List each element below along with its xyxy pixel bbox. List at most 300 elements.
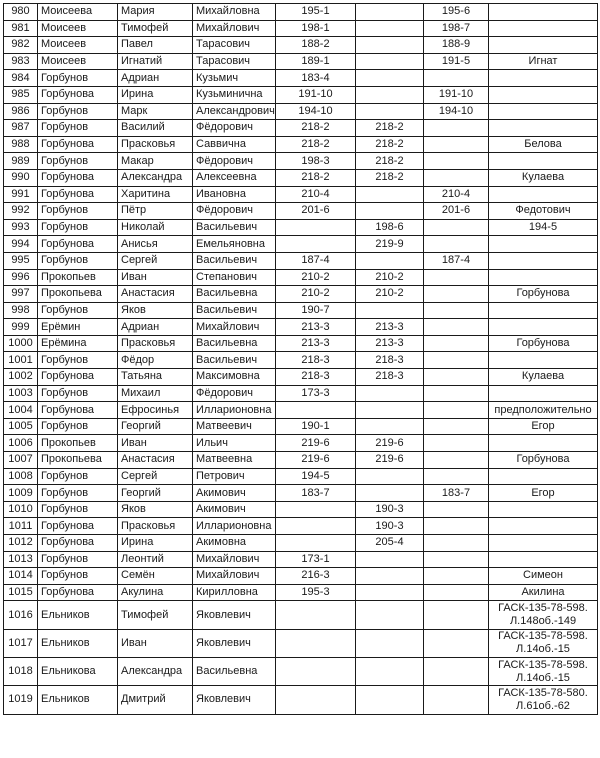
given-name-cell: Прасковья xyxy=(118,335,193,352)
record-ref-2-cell xyxy=(356,468,424,485)
patronymic-cell: Яковлевич xyxy=(193,686,276,714)
given-name-cell: Анастасия xyxy=(118,452,193,469)
table-row xyxy=(4,53,598,70)
given-name-cell: Прасковья xyxy=(118,136,193,153)
note-cell: Горбунова xyxy=(489,286,598,303)
record-ref-3-cell xyxy=(424,452,489,469)
surname-cell: Горбунова xyxy=(38,86,118,103)
given-name-cell: Иван xyxy=(118,629,193,657)
record-number: 1014 xyxy=(4,568,38,585)
record-ref-1-cell: 190-7 xyxy=(276,302,356,319)
record-ref-3-cell xyxy=(424,136,489,153)
record-ref-3-cell xyxy=(424,468,489,485)
note-cell xyxy=(489,252,598,269)
note-cell: Кулаева xyxy=(489,369,598,386)
surname-cell: Горбунова xyxy=(38,584,118,601)
record-ref-1-cell xyxy=(276,236,356,253)
surname-cell: Горбунова xyxy=(38,535,118,552)
given-name-cell: Александра xyxy=(118,169,193,186)
surname-cell: Горбунов xyxy=(38,120,118,137)
surname-cell: Горбунова xyxy=(38,402,118,419)
table-row xyxy=(4,385,598,402)
given-name-cell: Адриан xyxy=(118,70,193,87)
record-ref-3-cell xyxy=(424,601,489,629)
given-name-cell: Харитина xyxy=(118,186,193,203)
given-name-cell: Георгий xyxy=(118,418,193,435)
record-ref-1-cell: 191-10 xyxy=(276,86,356,103)
surname-cell: Моисеев xyxy=(38,37,118,54)
note-cell xyxy=(489,551,598,568)
genealogy-register-table xyxy=(3,3,598,715)
given-name-cell: Ирина xyxy=(118,86,193,103)
note-cell xyxy=(489,4,598,21)
table-row xyxy=(4,186,598,203)
record-ref-2-cell: 190-3 xyxy=(356,518,424,535)
given-name-cell: Иван xyxy=(118,435,193,452)
surname-cell: Горбунов xyxy=(38,352,118,369)
note-cell xyxy=(489,468,598,485)
record-ref-2-cell xyxy=(356,402,424,419)
record-ref-2-cell xyxy=(356,252,424,269)
record-number: 1004 xyxy=(4,402,38,419)
surname-cell: Горбунов xyxy=(38,153,118,170)
table-row xyxy=(4,269,598,286)
record-ref-1-cell: 198-1 xyxy=(276,20,356,37)
record-ref-3-cell: 191-5 xyxy=(424,53,489,70)
surname-cell: Ельников xyxy=(38,686,118,714)
table-row xyxy=(4,37,598,54)
record-ref-3-cell xyxy=(424,385,489,402)
surname-cell: Горбунов xyxy=(38,418,118,435)
table-row xyxy=(4,236,598,253)
record-number: 983 xyxy=(4,53,38,70)
record-ref-2-cell xyxy=(356,584,424,601)
archive-source-ref: ГАСК-135-78-598. xyxy=(498,658,588,671)
patronymic-cell: Тарасович xyxy=(193,37,276,54)
record-number: 994 xyxy=(4,236,38,253)
record-ref-2-cell xyxy=(356,568,424,585)
patronymic-cell: Васильевна xyxy=(193,286,276,303)
record-ref-3-cell xyxy=(424,629,489,657)
archive-source-ref: ГАСК-135-78-580. xyxy=(498,686,588,699)
table-row xyxy=(4,120,598,137)
patronymic-cell: Васильевич xyxy=(193,219,276,236)
record-ref-3-cell xyxy=(424,219,489,236)
record-number: 993 xyxy=(4,219,38,236)
record-ref-1-cell: 218-3 xyxy=(276,369,356,386)
surname-cell: Горбунов xyxy=(38,501,118,518)
archive-sheet-ref: Л.61об.-62 xyxy=(516,699,570,712)
surname-cell: Горбунов xyxy=(38,203,118,220)
record-number: 1006 xyxy=(4,435,38,452)
surname-cell: Прокопьев xyxy=(38,269,118,286)
record-ref-2-cell xyxy=(356,485,424,502)
surname-cell: Горбунов xyxy=(38,252,118,269)
surname-cell: Ельникова xyxy=(38,657,118,685)
given-name-cell: Яков xyxy=(118,501,193,518)
patronymic-cell: Матвеевна xyxy=(193,452,276,469)
note-cell: Симеон xyxy=(489,568,598,585)
record-ref-2-cell: 219-6 xyxy=(356,435,424,452)
record-number: 981 xyxy=(4,20,38,37)
patronymic-cell: Акимович xyxy=(193,485,276,502)
table-row xyxy=(4,418,598,435)
record-ref-3-cell xyxy=(424,369,489,386)
table-row xyxy=(4,435,598,452)
given-name-cell: Макар xyxy=(118,153,193,170)
archive-source-ref: ГАСК-135-78-598. xyxy=(498,630,588,643)
given-name-cell: Георгий xyxy=(118,485,193,502)
record-ref-3-cell: 191-10 xyxy=(424,86,489,103)
record-ref-3-cell xyxy=(424,352,489,369)
record-ref-3-cell xyxy=(424,153,489,170)
given-name-cell: Семён xyxy=(118,568,193,585)
patronymic-cell: Яковлевич xyxy=(193,601,276,629)
given-name-cell: Тимофей xyxy=(118,601,193,629)
record-ref-3-cell: 201-6 xyxy=(424,203,489,220)
record-ref-3-cell: 198-7 xyxy=(424,20,489,37)
surname-cell: Горбунов xyxy=(38,485,118,502)
surname-cell: Горбунова xyxy=(38,186,118,203)
note-cell xyxy=(489,501,598,518)
surname-cell: Моисеева xyxy=(38,4,118,21)
record-ref-1-cell: 183-7 xyxy=(276,485,356,502)
table-row xyxy=(4,70,598,87)
record-number: 998 xyxy=(4,302,38,319)
record-ref-2-cell xyxy=(356,186,424,203)
patronymic-cell: Александрович xyxy=(193,103,276,120)
record-ref-1-cell: 218-2 xyxy=(276,136,356,153)
note-cell xyxy=(489,37,598,54)
record-ref-2-cell: 210-2 xyxy=(356,269,424,286)
record-ref-3-cell xyxy=(424,236,489,253)
record-ref-2-cell xyxy=(356,4,424,21)
patronymic-cell: Михайлович xyxy=(193,568,276,585)
record-ref-2-cell: 190-3 xyxy=(356,501,424,518)
record-ref-3-cell xyxy=(424,70,489,87)
note-cell xyxy=(489,103,598,120)
record-ref-1-cell: 194-10 xyxy=(276,103,356,120)
table-row xyxy=(4,203,598,220)
patronymic-cell: Михайлович xyxy=(193,20,276,37)
record-ref-3-cell xyxy=(424,535,489,552)
record-ref-2-cell xyxy=(356,53,424,70)
archive-sheet-ref: Л.148об.-149 xyxy=(509,615,577,628)
record-ref-1-cell: 190-1 xyxy=(276,418,356,435)
patronymic-cell: Фёдорович xyxy=(193,203,276,220)
note-cell: Егор xyxy=(489,418,598,435)
given-name-cell: Тимофей xyxy=(118,20,193,37)
record-ref-2-cell xyxy=(356,657,424,685)
note-cell xyxy=(489,20,598,37)
record-ref-1-cell xyxy=(276,219,356,236)
record-ref-2-cell: 213-3 xyxy=(356,319,424,336)
given-name-cell: Павел xyxy=(118,37,193,54)
note-cell xyxy=(489,686,598,714)
patronymic-cell: Степанович xyxy=(193,269,276,286)
given-name-cell: Анастасия xyxy=(118,286,193,303)
record-ref-1-cell: 213-3 xyxy=(276,319,356,336)
given-name-cell: Прасковья xyxy=(118,518,193,535)
patronymic-cell: Матвеевич xyxy=(193,418,276,435)
patronymic-cell: Васильевич xyxy=(193,302,276,319)
note-cell xyxy=(489,269,598,286)
given-name-cell: Марк xyxy=(118,103,193,120)
record-ref-1-cell xyxy=(276,501,356,518)
record-number: 987 xyxy=(4,120,38,137)
patronymic-cell: Васильевич xyxy=(193,252,276,269)
table-row xyxy=(4,20,598,37)
given-name-cell: Анисья xyxy=(118,236,193,253)
note-cell xyxy=(489,535,598,552)
record-ref-2-cell: 218-2 xyxy=(356,136,424,153)
record-number: 991 xyxy=(4,186,38,203)
archive-sheet-ref: Л.14об.-15 xyxy=(516,643,570,656)
patronymic-cell: Емельяновна xyxy=(193,236,276,253)
table-row xyxy=(4,535,598,552)
record-ref-3-cell xyxy=(424,435,489,452)
note-cell xyxy=(489,186,598,203)
patronymic-cell: Васильевна xyxy=(193,657,276,685)
patronymic-cell: Саввична xyxy=(193,136,276,153)
record-ref-2-cell xyxy=(356,601,424,629)
table-row xyxy=(4,4,598,21)
record-ref-3-cell xyxy=(424,286,489,303)
record-number: 996 xyxy=(4,269,38,286)
record-number: 1007 xyxy=(4,452,38,469)
table-row xyxy=(4,468,598,485)
note-cell xyxy=(489,518,598,535)
patronymic-cell: Яковлевич xyxy=(193,629,276,657)
record-number: 982 xyxy=(4,37,38,54)
record-ref-2-cell xyxy=(356,629,424,657)
patronymic-cell: Михайловна xyxy=(193,4,276,21)
record-ref-2-cell xyxy=(356,385,424,402)
record-ref-1-cell: 173-3 xyxy=(276,385,356,402)
record-ref-3-cell xyxy=(424,169,489,186)
note-cell: Федотович xyxy=(489,203,598,220)
record-ref-3-cell xyxy=(424,302,489,319)
record-ref-1-cell: 201-6 xyxy=(276,203,356,220)
given-name-cell: Дмитрий xyxy=(118,686,193,714)
note-cell: Акилина xyxy=(489,584,598,601)
table-row xyxy=(4,518,598,535)
record-ref-3-cell xyxy=(424,584,489,601)
record-number: 1002 xyxy=(4,369,38,386)
record-number: 988 xyxy=(4,136,38,153)
patronymic-cell: Тарасович xyxy=(193,53,276,70)
note-cell xyxy=(489,86,598,103)
table-row xyxy=(4,551,598,568)
note-cell: Кулаева xyxy=(489,169,598,186)
record-ref-2-cell xyxy=(356,551,424,568)
table-body xyxy=(4,4,598,715)
given-name-cell: Игнатий xyxy=(118,53,193,70)
table-row xyxy=(4,335,598,352)
given-name-cell: Татьяна xyxy=(118,369,193,386)
surname-cell: Горбунова xyxy=(38,518,118,535)
surname-cell: Горбунов xyxy=(38,551,118,568)
given-name-cell: Иван xyxy=(118,269,193,286)
given-name-cell: Сергей xyxy=(118,468,193,485)
note-cell xyxy=(489,657,598,685)
given-name-cell: Ирина xyxy=(118,535,193,552)
surname-cell: Горбунов xyxy=(38,302,118,319)
record-ref-1-cell xyxy=(276,518,356,535)
record-ref-2-cell: 219-6 xyxy=(356,452,424,469)
record-ref-2-cell xyxy=(356,302,424,319)
given-name-cell: Сергей xyxy=(118,252,193,269)
record-number: 1015 xyxy=(4,584,38,601)
patronymic-cell: Кузьминична xyxy=(193,86,276,103)
surname-cell: Прокопьева xyxy=(38,452,118,469)
record-number: 1018 xyxy=(4,657,38,685)
surname-cell: Горбунова xyxy=(38,136,118,153)
patronymic-cell: Петрович xyxy=(193,468,276,485)
record-number: 999 xyxy=(4,319,38,336)
record-ref-2-cell xyxy=(356,70,424,87)
given-name-cell: Николай xyxy=(118,219,193,236)
given-name-cell: Пётр xyxy=(118,203,193,220)
patronymic-cell: Ивановна xyxy=(193,186,276,203)
record-ref-1-cell: 195-1 xyxy=(276,4,356,21)
table-row xyxy=(4,452,598,469)
record-ref-2-cell: 218-2 xyxy=(356,153,424,170)
record-number: 1008 xyxy=(4,468,38,485)
record-ref-1-cell xyxy=(276,535,356,552)
record-ref-3-cell: 210-4 xyxy=(424,186,489,203)
given-name-cell: Адриан xyxy=(118,319,193,336)
table-row xyxy=(4,319,598,336)
note-cell xyxy=(489,435,598,452)
record-number: 1012 xyxy=(4,535,38,552)
note-cell xyxy=(489,70,598,87)
note-cell: 194-5 xyxy=(489,219,598,236)
patronymic-cell: Михайлович xyxy=(193,319,276,336)
table-row xyxy=(4,601,598,629)
given-name-cell: Александра xyxy=(118,657,193,685)
record-ref-1-cell: 198-3 xyxy=(276,153,356,170)
given-name-cell: Михаил xyxy=(118,385,193,402)
record-number: 1016 xyxy=(4,601,38,629)
surname-cell: Горбунова xyxy=(38,169,118,186)
surname-cell: Горбунов xyxy=(38,103,118,120)
record-ref-1-cell: 173-1 xyxy=(276,551,356,568)
record-ref-2-cell: 213-3 xyxy=(356,335,424,352)
record-ref-1-cell: 218-2 xyxy=(276,169,356,186)
table-row xyxy=(4,169,598,186)
record-number: 1003 xyxy=(4,385,38,402)
record-number: 1017 xyxy=(4,629,38,657)
given-name-cell: Акулина xyxy=(118,584,193,601)
table-row xyxy=(4,629,598,657)
surname-cell: Ельников xyxy=(38,601,118,629)
surname-cell: Моисеев xyxy=(38,53,118,70)
record-number: 1011 xyxy=(4,518,38,535)
record-ref-2-cell xyxy=(356,203,424,220)
record-ref-1-cell: 219-6 xyxy=(276,452,356,469)
record-ref-2-cell xyxy=(356,86,424,103)
record-ref-3-cell: 188-9 xyxy=(424,37,489,54)
record-ref-1-cell: 194-5 xyxy=(276,468,356,485)
surname-cell: Ерёмина xyxy=(38,335,118,352)
patronymic-cell: Фёдорович xyxy=(193,385,276,402)
record-number: 980 xyxy=(4,4,38,21)
archive-source-ref: ГАСК-135-78-598. xyxy=(498,602,588,615)
record-ref-2-cell xyxy=(356,37,424,54)
record-ref-2-cell xyxy=(356,418,424,435)
note-cell: Горбунова xyxy=(489,335,598,352)
archive-sheet-ref: Л.14об.-15 xyxy=(516,671,570,684)
table-row xyxy=(4,252,598,269)
surname-cell: Ельников xyxy=(38,629,118,657)
table-row xyxy=(4,286,598,303)
patronymic-cell: Васильевич xyxy=(193,352,276,369)
record-ref-1-cell: 218-3 xyxy=(276,352,356,369)
record-ref-1-cell xyxy=(276,629,356,657)
record-ref-2-cell: 218-3 xyxy=(356,352,424,369)
note-cell: Горбунова xyxy=(489,452,598,469)
note-cell: Игнат xyxy=(489,53,598,70)
record-ref-1-cell xyxy=(276,402,356,419)
table-row xyxy=(4,402,598,419)
patronymic-cell: Максимовна xyxy=(193,369,276,386)
surname-cell: Горбунов xyxy=(38,568,118,585)
record-ref-3-cell xyxy=(424,402,489,419)
record-number: 1010 xyxy=(4,501,38,518)
note-cell: Егор xyxy=(489,485,598,502)
note-cell xyxy=(489,352,598,369)
note-cell xyxy=(489,153,598,170)
record-number: 1005 xyxy=(4,418,38,435)
record-ref-2-cell: 218-2 xyxy=(356,120,424,137)
record-ref-2-cell: 218-2 xyxy=(356,169,424,186)
record-ref-3-cell xyxy=(424,335,489,352)
record-ref-3-cell xyxy=(424,551,489,568)
record-number: 1009 xyxy=(4,485,38,502)
note-cell xyxy=(489,629,598,657)
record-ref-1-cell: 216-3 xyxy=(276,568,356,585)
surname-cell: Ерёмин xyxy=(38,319,118,336)
patronymic-cell: Ильич xyxy=(193,435,276,452)
surname-cell: Горбунов xyxy=(38,70,118,87)
table-row xyxy=(4,103,598,120)
table-row xyxy=(4,657,598,685)
patronymic-cell: Акимовна xyxy=(193,535,276,552)
surname-cell: Моисеев xyxy=(38,20,118,37)
surname-cell: Горбунов xyxy=(38,468,118,485)
surname-cell: Горбунова xyxy=(38,369,118,386)
record-ref-1-cell: 183-4 xyxy=(276,70,356,87)
record-number: 1013 xyxy=(4,551,38,568)
patronymic-cell: Кирилловна xyxy=(193,584,276,601)
record-number: 989 xyxy=(4,153,38,170)
record-number: 986 xyxy=(4,103,38,120)
record-ref-3-cell xyxy=(424,686,489,714)
record-ref-3-cell: 195-6 xyxy=(424,4,489,21)
record-ref-3-cell xyxy=(424,319,489,336)
record-number: 995 xyxy=(4,252,38,269)
given-name-cell: Фёдор xyxy=(118,352,193,369)
patronymic-cell: Фёдорович xyxy=(193,120,276,137)
record-ref-2-cell: 210-2 xyxy=(356,286,424,303)
table-row xyxy=(4,369,598,386)
record-number: 990 xyxy=(4,169,38,186)
patronymic-cell: Кузьмич xyxy=(193,70,276,87)
table-row xyxy=(4,686,598,714)
record-ref-3-cell: 183-7 xyxy=(424,485,489,502)
patronymic-cell: Васильевна xyxy=(193,335,276,352)
